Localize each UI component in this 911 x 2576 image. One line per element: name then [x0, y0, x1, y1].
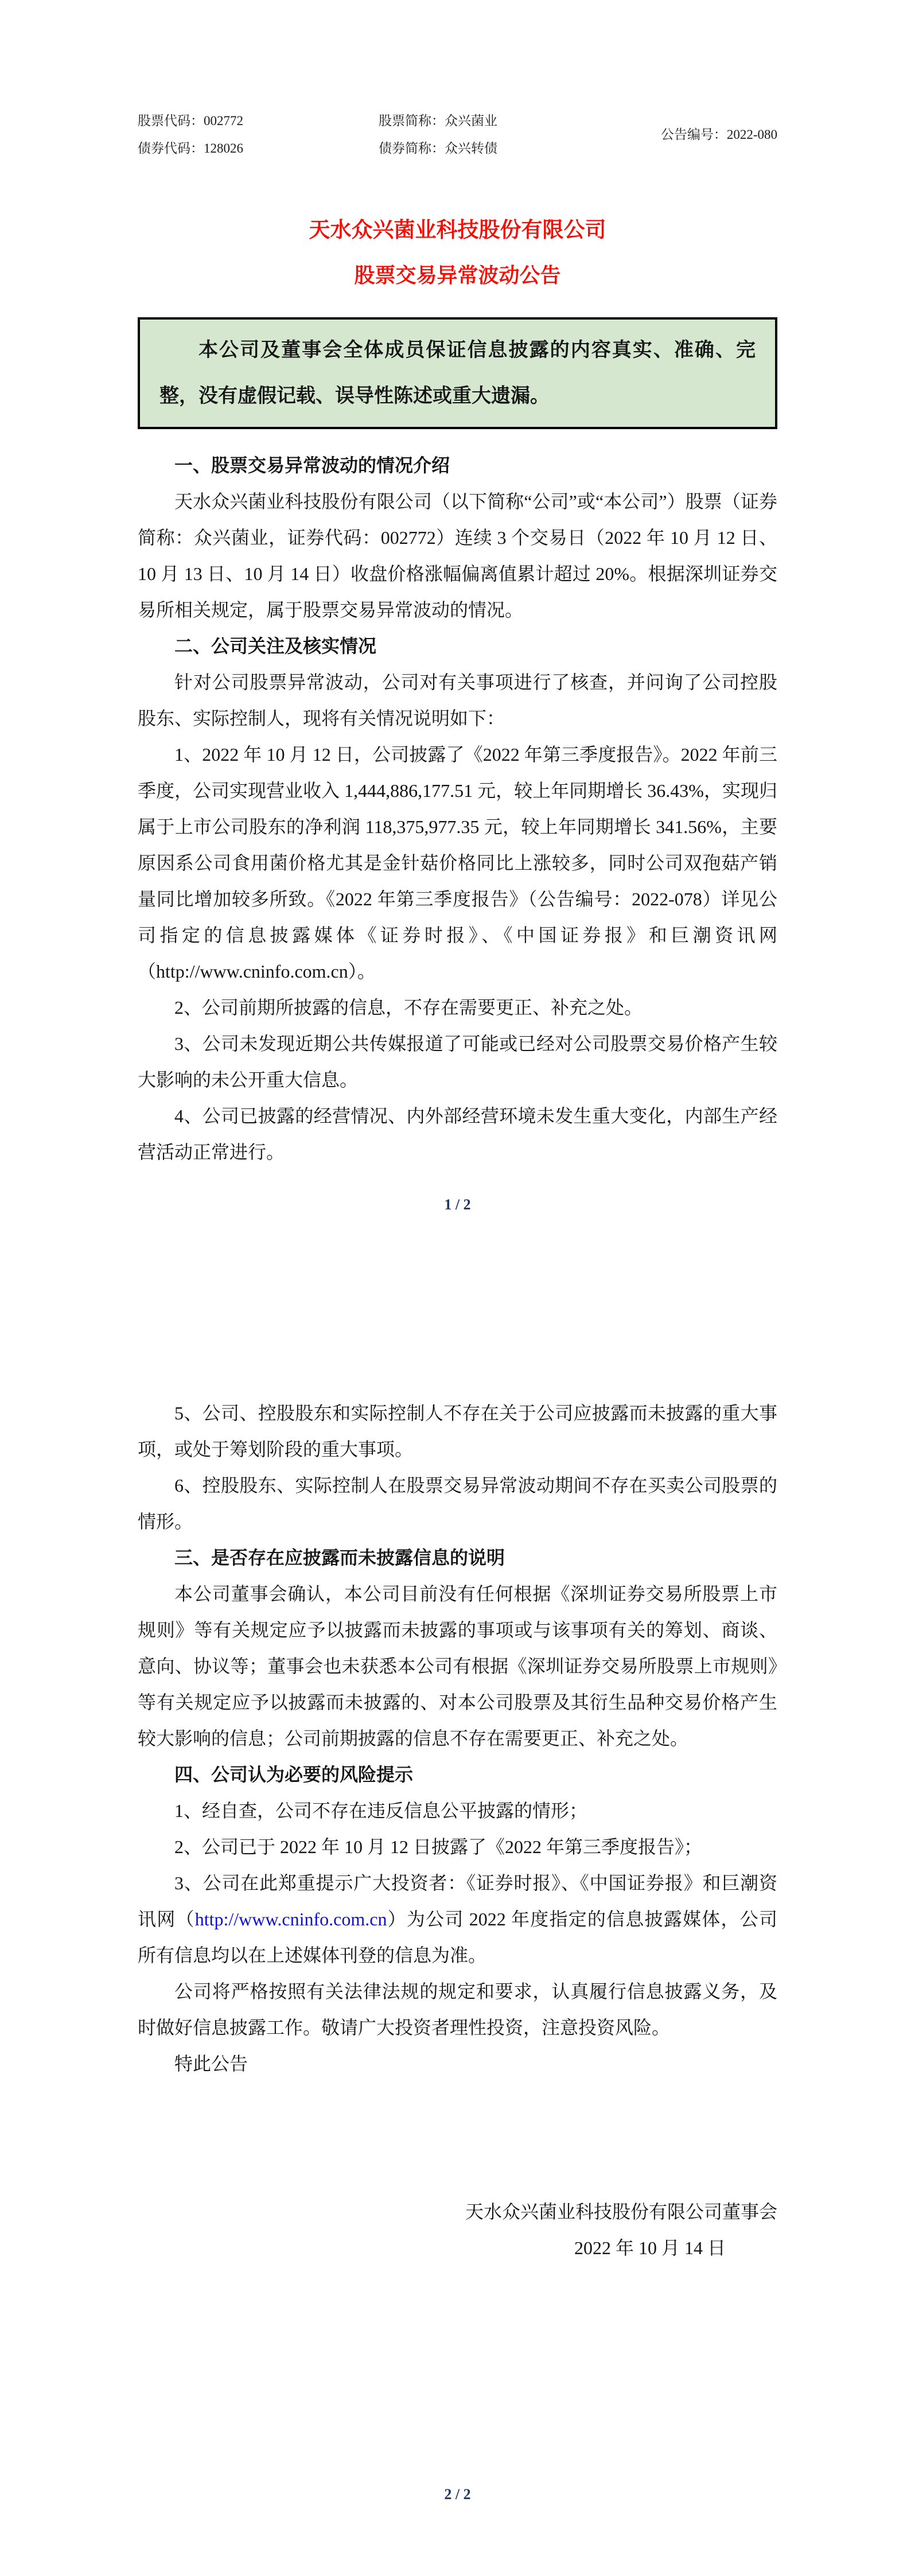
- document-header: [138, 0, 777, 157]
- stock-code: [138, 112, 379, 130]
- bond-code-value: 128026: [204, 141, 243, 155]
- announcement-number-value: 2022-080: [726, 127, 777, 142]
- bond-name-label: 债券简称：: [379, 141, 445, 155]
- body-paragraph: 1、2022 年 10 月 12 日，公司披露了《2022 年第三季度报告》。2022 年前三季度，公司实现营业收入 1,444,886,177.51 元，较上年同期增长 36.43%，实现归属于上市公司股东的净利润 118,375,977.35 元，较上年同期增长 341.56%，主要原因系公司食用菌价格尤其是金针菇价格同比上涨较多，同时公司双孢菇产销量同比增加较多所致。《2022 年第三季度报告》（公告编号：2022-078）详见公司指定的信息披露媒体《证券时报》、《中国证券报》和巨潮资讯网（http://www.cninfo.com.cn）。: [138, 744, 777, 982]
- body-paragraph: 4、公司已披露的经营情况、内外部经营环境未发生重大变化，内部生产经营活动正常进行。: [138, 1106, 777, 1162]
- bond-name: [379, 140, 661, 157]
- section-heading-3: 三、是否存在应披露而未披露信息的说明: [174, 1547, 505, 1568]
- bond-code: [138, 140, 379, 157]
- closing-note: 特此公告: [174, 2053, 248, 2074]
- body-paragraph: 公司将严格按照有关法律法规的规定和要求，认真履行信息披露义务，及时做好信息披露工作。敬请广大投资者理性投资，注意投资风险。: [138, 1981, 777, 2038]
- risk3-text-after: ）为公司 2022 年度指定的信息披露媒体，公司所有信息均以在上述媒体刊登的信息为准。: [138, 1909, 777, 1966]
- section-heading-1: 一、股票交易异常波动的情况介绍: [174, 455, 450, 476]
- body-paragraph: 2、公司前期所披露的信息，不存在需要更正、补充之处。: [174, 997, 643, 1018]
- body-paragraph: [138, 1865, 777, 1974]
- page-number-1: 1 / 2: [444, 1196, 471, 1213]
- stock-name: [379, 112, 661, 130]
- body-paragraph: 本公司董事会确认，本公司目前没有任何根据《深圳证券交易所股票上市规则》等有关规定应予以披露而未披露的事项或与该事项有关的筹划、商谈、意向、协议等；董事会也未获悉本公司有根据《深圳证券交易所股票上市规则》等有关规定应予以披露而未披露的、对本公司股票及其衍生品种交易价格产生较大影响的信息；公司前期披露的信息不存在需要更正、补充之处。: [138, 1583, 777, 1749]
- cninfo-link[interactable]: http://www.cninfo.com.cn: [194, 1909, 387, 1929]
- stock-code-value: 002772: [204, 114, 243, 128]
- company-name-title: 天水众兴菌业科技股份有限公司: [309, 219, 606, 242]
- announcement-number: [661, 126, 777, 143]
- body-paragraph: 针对公司股票异常波动，公司对有关事项进行了核查，并问询了公司控股股东、实际控制人，现将有关情况说明如下：: [138, 672, 777, 729]
- announcement-document: [138, 0, 777, 2505]
- stock-name-label: 股票简称：: [379, 114, 445, 128]
- announcement-number-label: 公告编号：: [660, 127, 727, 142]
- stock-name-value: 众兴菌业: [445, 114, 497, 128]
- body-paragraph: 6、控股股东、实际控制人在股票交易异常波动期间不存在买卖公司股票的情形。: [138, 1475, 777, 1532]
- signature-date: 2022 年 10 月 14 日: [574, 2238, 726, 2258]
- section-heading-4: 四、公司认为必要的风险提示: [174, 1764, 414, 1785]
- bond-code-label: 债券代码：: [138, 141, 204, 155]
- bond-name-value: 众兴转债: [445, 141, 497, 155]
- body-paragraph: 5、公司、控股股东和实际控制人不存在关于公司应披露而未披露的重大事项，或处于筹划阶段的重大事项。: [138, 1403, 777, 1460]
- body-paragraph: 天水众兴菌业科技股份有限公司（以下简称“公司”或“本公司”）股票（证券简称：众兴菌业，证券代码：002772）连续 3 个交易日（2022 年 10 月 12 日、10 月 13 日、10 月 14 日）收盘价格涨幅偏离值累计超过 20%。根据深圳证券交易所相关规定，属于股票交易异常波动的情况。: [138, 491, 777, 620]
- page-number-2: 2 / 2: [444, 2486, 471, 2503]
- disclaimer-text: 本公司及董事会全体成员保证信息披露的内容真实、准确、完整，没有虚假记载、误导性陈述或重大遗漏。: [159, 340, 756, 407]
- signature-company: 天水众兴菌业科技股份有限公司董事会: [465, 2201, 777, 2222]
- disclaimer-box: [138, 317, 777, 429]
- announcement-title: 股票交易异常波动公告: [354, 264, 561, 287]
- body-paragraph: 2、公司已于 2022 年 10 月 12 日披露了《2022 年第三季度报告》；: [174, 1836, 703, 1857]
- section-heading-2: 二、公司关注及核实情况: [174, 636, 377, 656]
- body-paragraph: 1、经自查，公司不存在违反信息公平披露的情形；: [174, 1800, 588, 1821]
- body-paragraph: 3、公司未发现近期公共传媒报道了可能或已经对公司股票交易价格产生较大影响的未公开重大信息。: [138, 1033, 777, 1090]
- stock-code-label: 股票代码：: [138, 114, 204, 128]
- risk3-text-before: 3、公司在此郑重提示广大投资者：《证券时报》、《中国证券报》和巨潮资讯网（: [138, 1873, 777, 1929]
